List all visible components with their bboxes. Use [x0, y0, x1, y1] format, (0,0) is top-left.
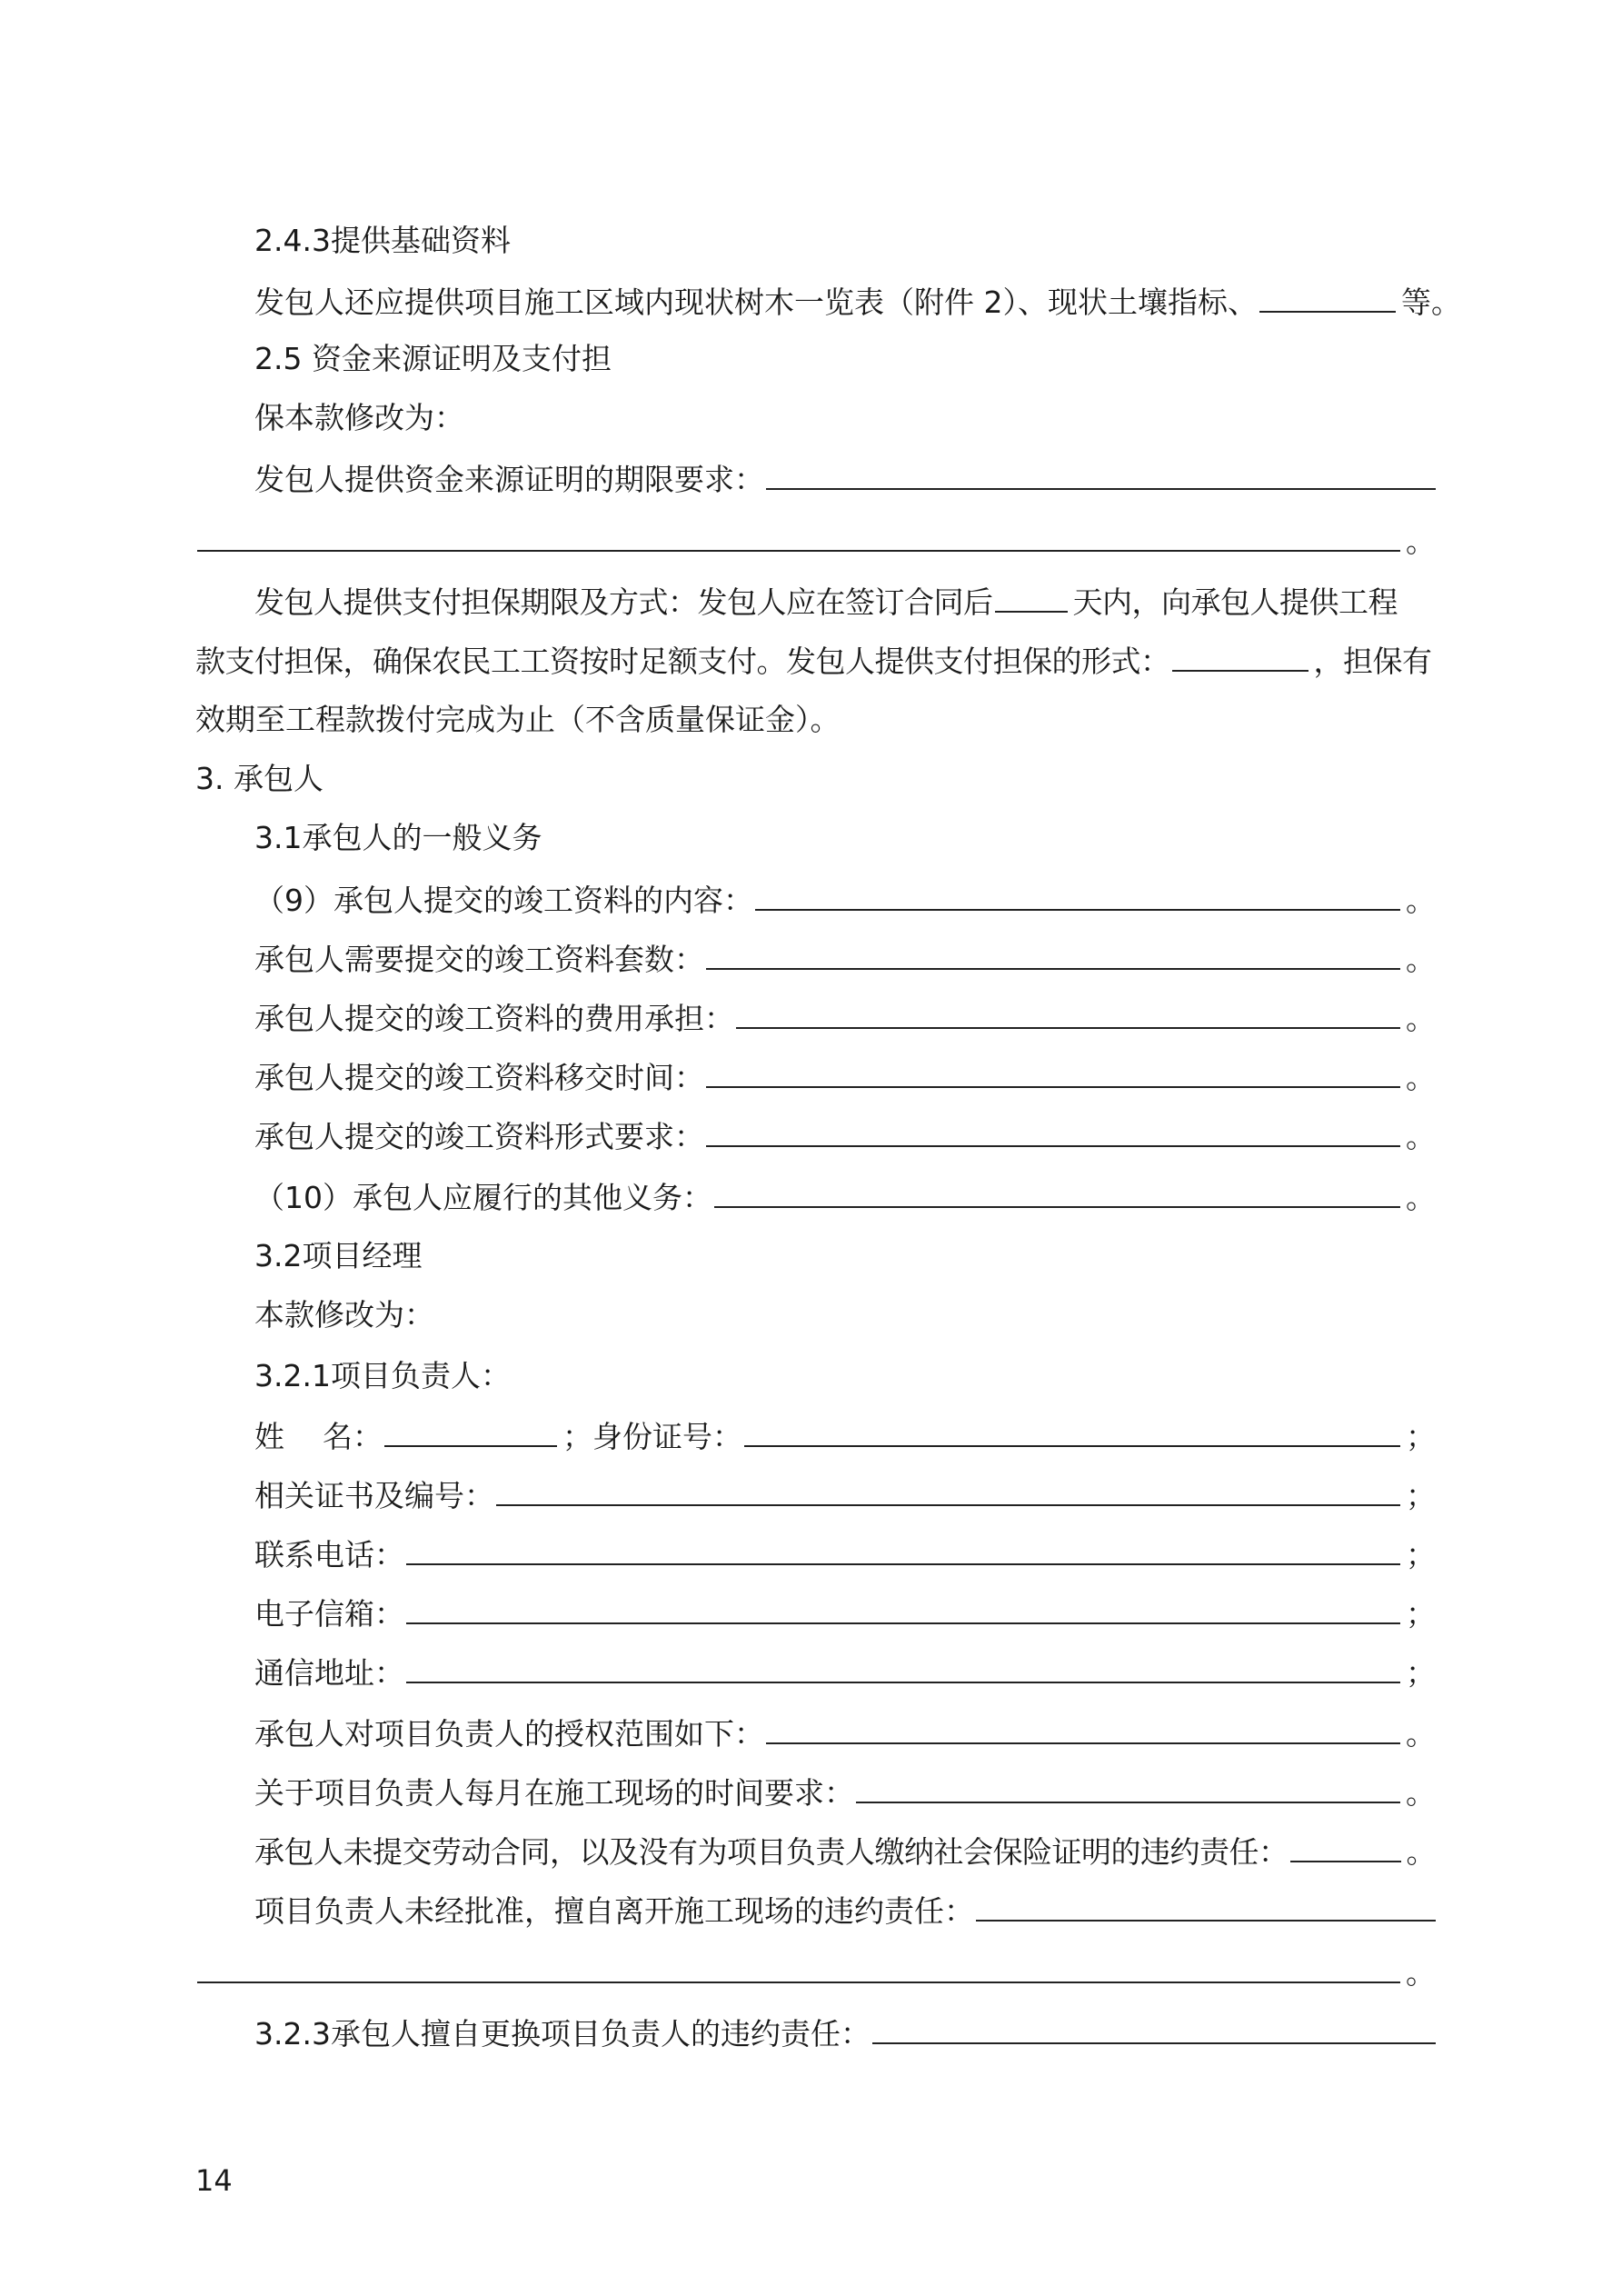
completion-docs-time: 承包人提交的竣工资料移交时间： 。	[254, 1048, 1436, 1106]
section-2-4-3-title: 2.4.3提供基础资料	[254, 223, 511, 258]
blank-certificate[interactable]	[496, 1466, 1400, 1506]
completion-docs-cost: 承包人提交的竣工资料的费用承担： 。	[254, 989, 1436, 1047]
section-2-5-title: 2.5 资金来源证明及支付担	[254, 341, 612, 376]
section-3-title: 3. 承包人	[195, 761, 323, 796]
guarantee-line-2: 款支付担保，确保农民工工资按时足额支付。发包人提供支付担保的形式： ，担保有	[195, 632, 1436, 690]
blank-docs-content[interactable]	[755, 871, 1400, 911]
blank-labor-contract[interactable]	[1290, 1822, 1401, 1862]
blank-guarantee-form[interactable]	[1172, 632, 1309, 672]
replace-manager-line: 3.2.3承包人擅自更换项目负责人的违约责任：	[254, 2004, 1436, 2062]
fund-proof-continuation: 。	[195, 512, 1436, 570]
section-3-2-title: 3.2项目经理	[254, 1238, 423, 1273]
monthly-time-line: 关于项目负责人每月在施工现场的时间要求： 。	[254, 1763, 1436, 1822]
authorization-line: 承包人对项目负责人的授权范围如下： 。	[254, 1704, 1436, 1762]
section-2-4-3-text: 发包人还应提供项目施工区域内现状树木一览表（附件 2）、现状土壤指标、 等。	[254, 273, 1436, 331]
section-3-2-modify: 本款修改为：	[254, 1297, 434, 1333]
email-line: 电子信箱： ；	[254, 1584, 1436, 1642]
page-number: 14	[195, 2163, 233, 2198]
blank-leave-site[interactable]	[976, 1882, 1436, 1922]
address-line: 通信地址： ；	[254, 1643, 1436, 1702]
blank-phone[interactable]	[406, 1525, 1400, 1565]
blank-monthly-time[interactable]	[856, 1763, 1400, 1803]
blank-fund-proof-cont[interactable]	[197, 512, 1400, 552]
guarantee-line-3: 效期至工程款拨付完成为止（不含质量保证金）。	[195, 702, 841, 737]
certificate-line: 相关证书及编号： ；	[254, 1466, 1436, 1524]
completion-docs-form: 承包人提交的竣工资料形式要求： 。	[254, 1107, 1436, 1165]
other-obligations: （10）承包人应履行的其他义务： 。	[254, 1168, 1436, 1226]
blank-leave-site-cont[interactable]	[197, 1943, 1400, 1983]
phone-line: 联系电话： ；	[254, 1525, 1436, 1583]
section-3-2-1-title: 3.2.1项目负责人：	[254, 1358, 511, 1393]
blank-authorization[interactable]	[766, 1704, 1400, 1744]
blank-docs-cost[interactable]	[736, 989, 1400, 1029]
section-3-1-title: 3.1承包人的一般义务	[254, 820, 542, 855]
guarantee-line-1: 发包人提供支付担保期限及方式：发包人应在签订合同后 天内，向承包人提供工程	[254, 573, 1436, 631]
blank-id-number[interactable]	[744, 1407, 1400, 1447]
blank-guarantee-days[interactable]	[995, 573, 1068, 613]
blank-replace-manager[interactable]	[872, 2004, 1436, 2044]
leave-site-line: 项目负责人未经批准，擅自离开施工现场的违约责任：	[254, 1882, 1436, 1940]
blank-email[interactable]	[406, 1584, 1400, 1624]
blank-other-obligations[interactable]	[714, 1168, 1400, 1208]
completion-docs-content: （9）承包人提交的竣工资料的内容： 。	[254, 871, 1436, 929]
blank-address[interactable]	[406, 1643, 1400, 1683]
blank-docs-form[interactable]	[706, 1107, 1400, 1147]
name-id-line: 姓 名： ；身份证号： ；	[254, 1407, 1436, 1465]
completion-docs-sets: 承包人需要提交的竣工资料套数： 。	[254, 930, 1436, 988]
section-2-5-modify: 保本款修改为：	[254, 400, 464, 435]
labor-contract-line: 承包人未提交劳动合同，以及没有为项目负责人缴纳社会保险证明的违约责任： 。	[254, 1822, 1436, 1881]
blank-fund-proof[interactable]	[766, 450, 1436, 490]
blank-soil-indicators[interactable]	[1259, 273, 1396, 313]
leave-site-continuation: 。	[195, 1943, 1436, 2002]
blank-name[interactable]	[384, 1407, 557, 1447]
fund-proof-line: 发包人提供资金来源证明的期限要求：	[254, 450, 1436, 508]
blank-docs-time[interactable]	[706, 1048, 1400, 1088]
blank-docs-sets[interactable]	[706, 930, 1400, 970]
